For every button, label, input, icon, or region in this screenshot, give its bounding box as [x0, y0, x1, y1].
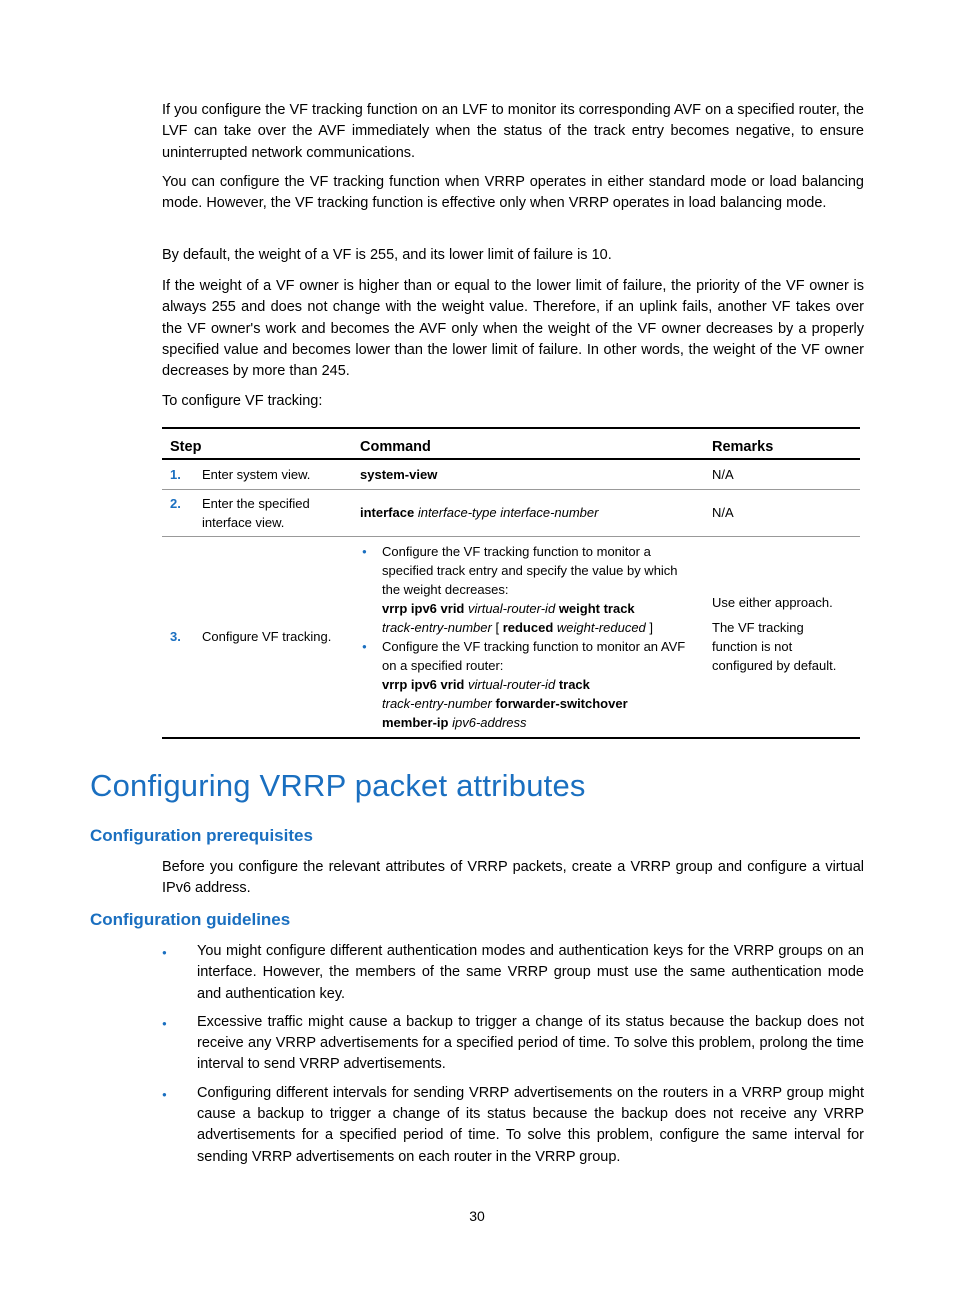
step-text: Enter the specified interface view. — [202, 495, 310, 530]
page-number: 30 — [469, 1208, 485, 1224]
step-cell — [162, 459, 352, 489]
intro-paragraph-1: If you configure the VF tracking function on an LVF to monitor its corresponding AVF on a specified router, the LVF can take over the AVF immediately when the status of the track entry becomes negative, to ensure uninterrupted network communications. — [162, 102, 864, 161]
option-2-arg-router-id: virtual-router-id — [468, 676, 556, 692]
option-2-keyword-forwarder-switchover: forwarder-switchover — [495, 695, 628, 711]
header-step: Step — [162, 428, 352, 459]
remarks-cell — [704, 536, 860, 738]
step-cell — [162, 489, 352, 536]
option-1-arg-track-entry: track-entry-number — [382, 619, 492, 635]
step-number: 1. — [170, 466, 181, 482]
option-2-arg-ipv6-address: ipv6-address — [452, 714, 527, 730]
section-title: Configuring VRRP packet attributes — [90, 768, 586, 803]
remarks-cell: N/A — [704, 459, 860, 489]
table-row — [162, 459, 860, 489]
option-2-keyword-track: track — [558, 676, 590, 692]
command-option-1 — [360, 542, 696, 637]
list-item: ● Configuring different intervals for sending VRRP advertisements on the routers in a VRRP group might cause a backup to trigger a change of its status because the backup does not receive any VRRP advertisements for a specified period of time. To solve this problem, configure the same interval for sending VRRP advertisements on each router in the VRRP group. — [162, 1083, 864, 1168]
intro-paragraph-4: If the weight of a VF owner is higher than or equal to the lower limit of failure, the priority of the VF owner is always 255 and does not change with the weight value. Therefore, if an uplink fails, another VF takes over the VF owner's work and becomes the AVF only when the weight of the VF owner decreases by a properly specified value and becomes lower than the lower limit of failure. In other words, the weight of the VF owner decreases by more than 245. — [162, 278, 864, 380]
header-command: Command — [352, 428, 704, 459]
option-1-keyword-vrid: vrrp ipv6 vrid — [382, 600, 465, 616]
option-1-keyword-reduced: reduced — [502, 619, 554, 635]
command-cell — [352, 459, 704, 489]
step-text: Enter system view. — [202, 466, 311, 482]
command-option-2 — [360, 637, 696, 732]
table-row — [162, 536, 860, 738]
vf-tracking-table — [162, 427, 860, 739]
option-1-arg-router-id: virtual-router-id — [468, 600, 556, 616]
command-cell — [352, 489, 704, 536]
command-keyword: system-view — [360, 466, 438, 482]
table-header-row — [162, 428, 860, 459]
remarks-cell: N/A — [704, 489, 860, 536]
table-row — [162, 489, 860, 536]
step-number: 3. — [170, 629, 181, 645]
header-remarks: Remarks — [704, 428, 860, 459]
guidelines-heading: Configuration guidelines — [90, 910, 291, 929]
remarks-line-2: The VF tracking function is not configured by default. — [712, 619, 837, 673]
option-1-bracket-open: [ — [495, 619, 500, 635]
option-1-bracket-close: ] — [649, 619, 654, 635]
step-number: 2. — [170, 495, 181, 511]
option-1-arg-weight-reduced: weight-reduced — [556, 619, 646, 635]
option-2-keyword-vrid: vrrp ipv6 vrid — [382, 676, 465, 692]
command-keyword: interface — [360, 505, 415, 520]
option-2-description: Configure the VF tracking function to monitor an AVF on a specified router: — [382, 638, 686, 673]
list-item: ● Excessive traffic might cause a backup to trigger a change of its status because the backup does not receive any VRRP advertisements for a specified period of time. To solve this problem, prolong the time interval to send VRRP advertisements. — [162, 1012, 864, 1076]
remarks-line-1: Use either approach. — [712, 594, 833, 610]
option-2-keyword-member-ip: member-ip — [382, 714, 449, 730]
command-options — [360, 542, 696, 732]
step-cell — [162, 536, 352, 738]
intro-paragraph-3: By default, the weight of a VF is 255, and its lower limit of failure is 10. — [162, 247, 612, 263]
command-argument: interface-type interface-number — [417, 505, 599, 520]
prerequisites-heading: Configuration prerequisites — [90, 826, 313, 845]
option-2-arg-track-entry: track-entry-number — [382, 695, 492, 711]
option-1-keyword-weight-track: weight track — [558, 600, 635, 616]
command-cell — [352, 536, 704, 738]
option-1-description: Configure the VF tracking function to monitor a specified track entry and specify the value by which the weight decreases: — [382, 543, 678, 597]
intro-paragraph-5: To configure VF tracking: — [162, 393, 323, 409]
list-item: ● You might configure different authentication modes and authentication keys for the VRRP groups on an interface. However, the members of the same VRRP group must use the same authentication mode and authentication key. — [162, 941, 864, 1005]
guidelines-list — [162, 941, 864, 1175]
intro-paragraph-2: You can configure the VF tracking function when VRRP operates in either standard mode or load balancing mode. However, the VF tracking function is effective only when VRRP operates in load balancing mode. — [162, 174, 864, 212]
prerequisites-text: Before you configure the relevant attributes of VRRP packets, create a VRRP group and configure a virtual IPv6 address. — [162, 859, 864, 897]
step-text: Configure VF tracking. — [202, 629, 332, 645]
